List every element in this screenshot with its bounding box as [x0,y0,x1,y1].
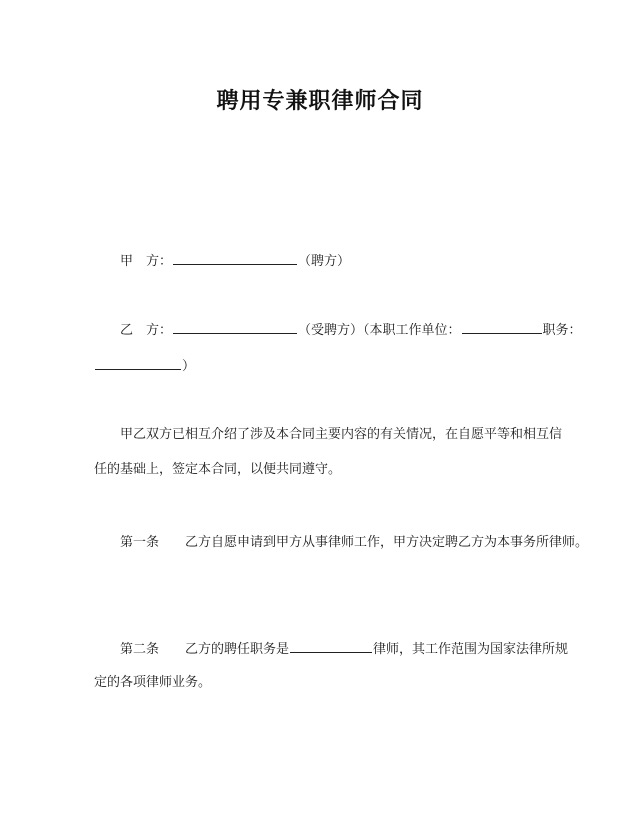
intro-line-1: 甲乙双方已相互介绍了涉及本合同主要内容的有关情况，在自愿平等和相互信 [120,427,563,442]
intro-line-2: 任的基础上，签定本合同，以便共同遵守。 [94,462,342,477]
party-b-close: ） [182,359,196,374]
party-b-position-blank[interactable] [95,355,181,370]
article-2-line-2: 定的各项律师业务。 [94,675,212,690]
party-b-employer-blank[interactable] [462,319,542,334]
party-a-name-blank[interactable] [173,250,297,265]
article-1-text: 乙方自愿申请到甲方从事律师工作，甲方决定聘乙方为本事务所律师。 [185,535,589,550]
article-2-text-after: 律师，其工作范围为国家法律所规 [373,642,569,657]
article-1 [120,534,588,552]
article-1-number: 第一条 [120,535,160,550]
party-b-suffix: （受聘方）（本职工作单位： [298,323,461,338]
party-b-line [120,319,582,340]
party-a-label: 甲 方： [120,254,173,269]
party-b-label: 乙 方： [120,323,173,338]
article-2-number: 第二条 [120,642,160,657]
party-b-name-blank[interactable] [173,319,297,334]
article-2 [120,638,568,659]
article-2-position-blank[interactable] [290,638,372,653]
party-b-line-2 [94,355,195,376]
party-a-line [120,250,350,271]
party-a-suffix: （聘方） [298,254,351,269]
article-2-text-before: 乙方的聘任职务是 [185,642,290,657]
party-b-position-label: 职务： [542,323,582,338]
document-title: 聘用专兼职律师合同 [216,89,424,114]
